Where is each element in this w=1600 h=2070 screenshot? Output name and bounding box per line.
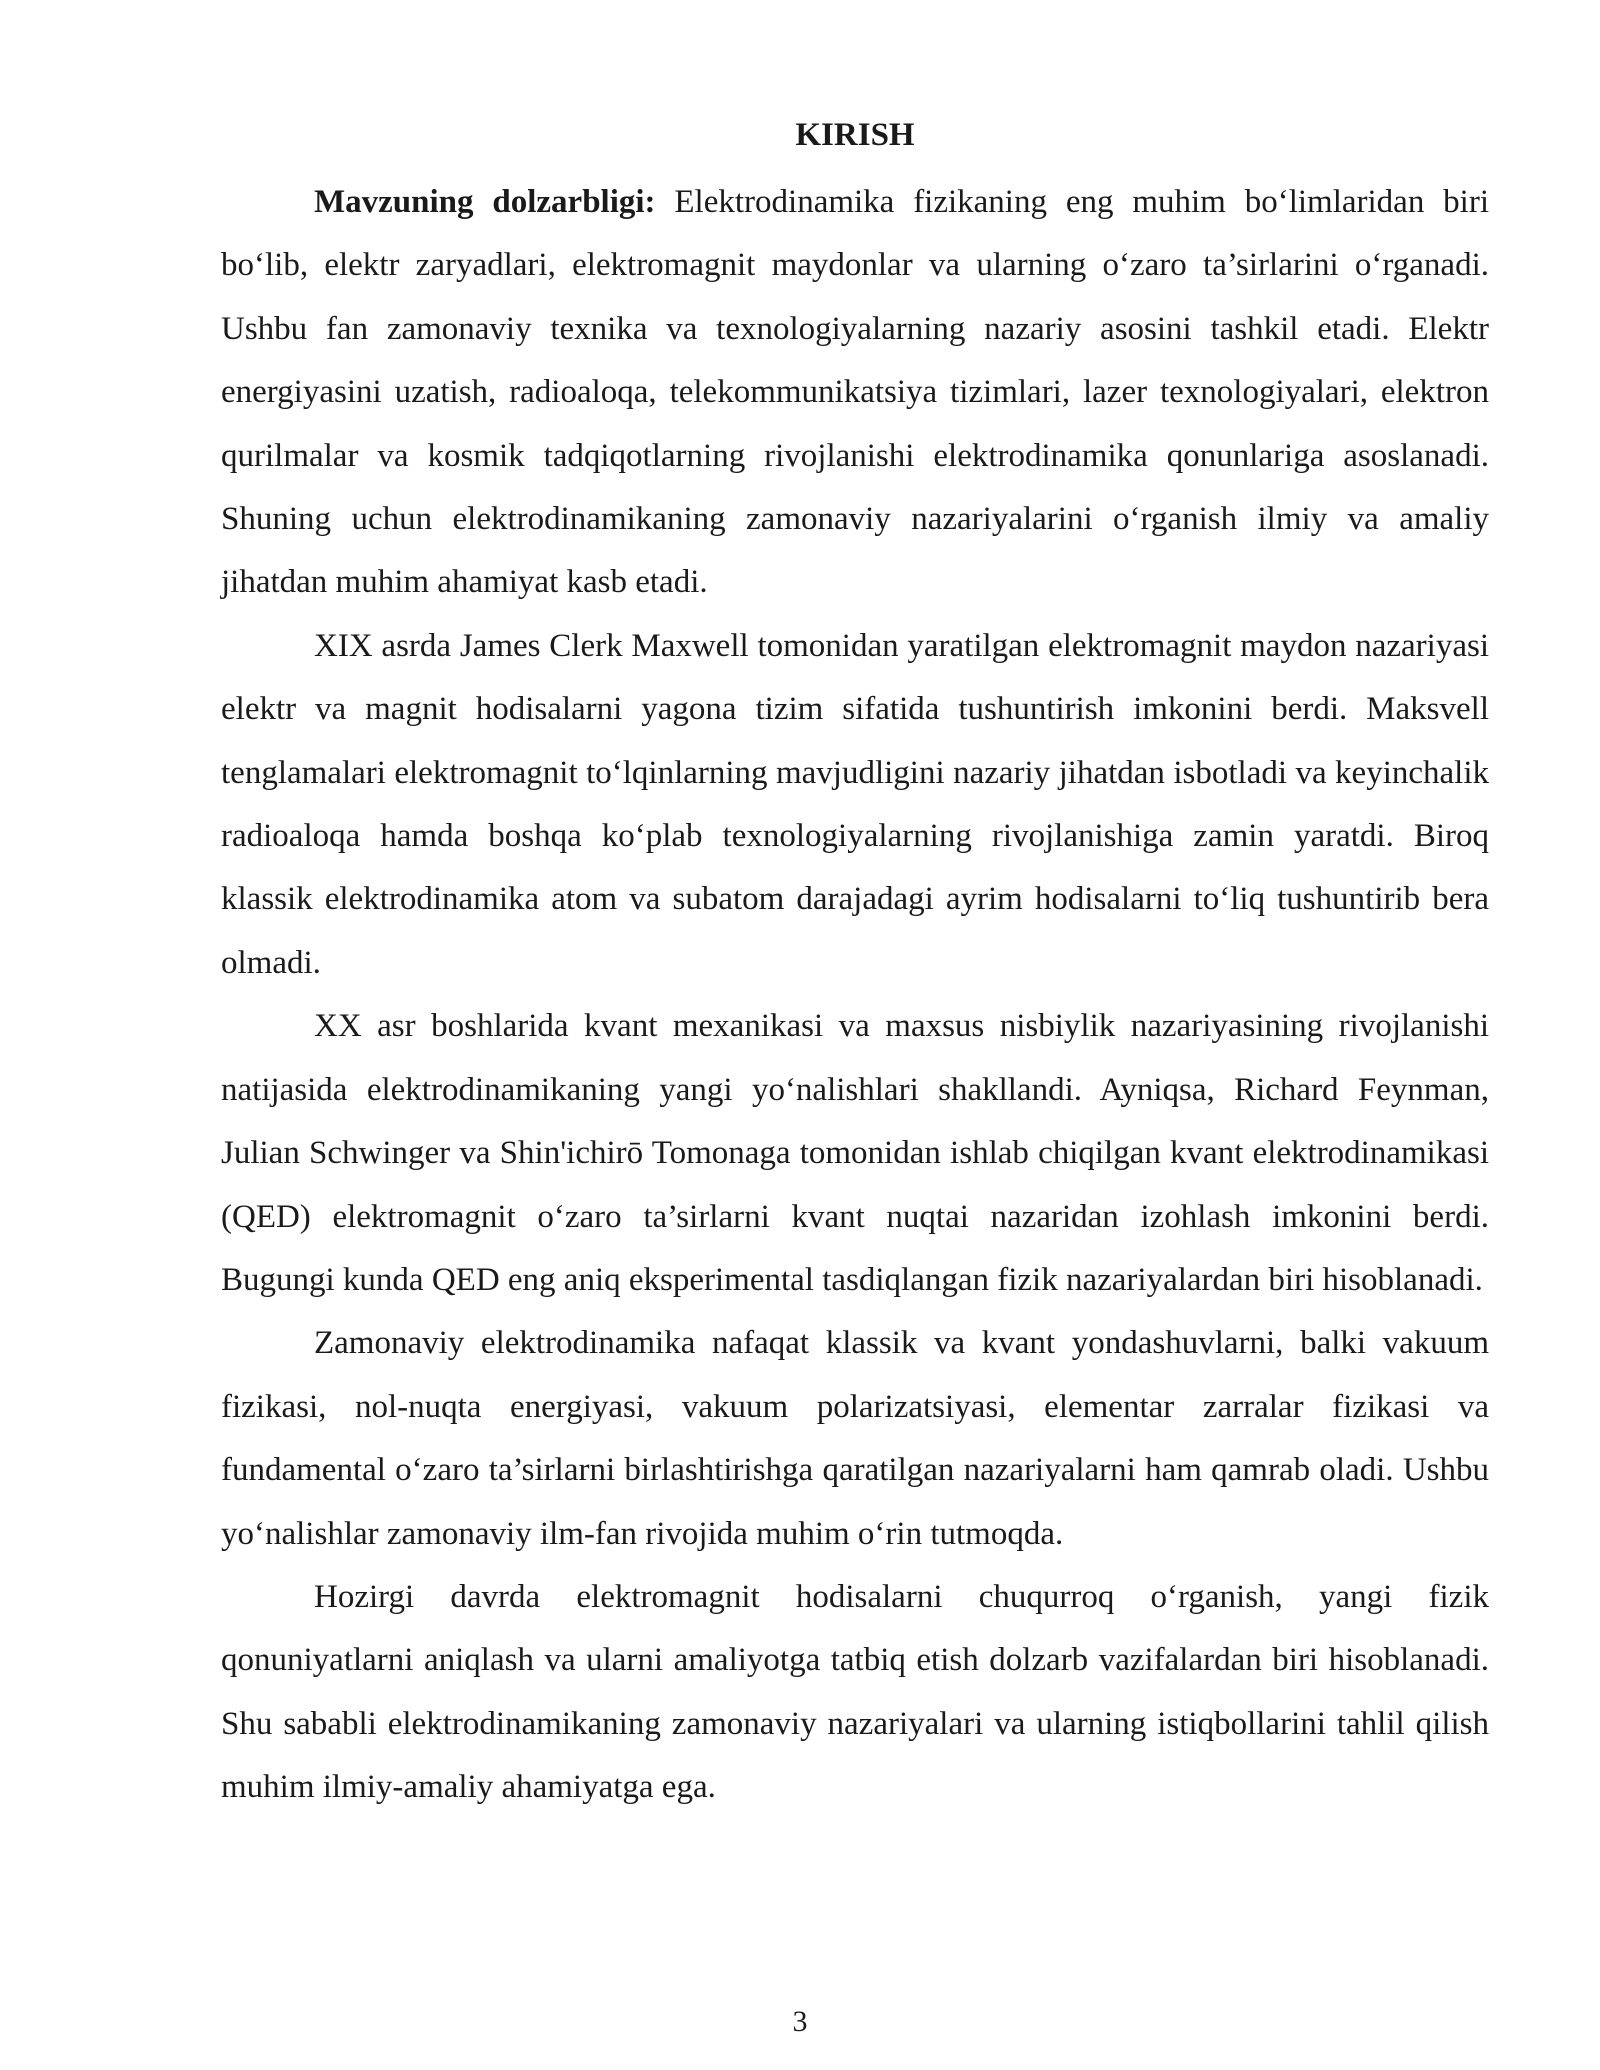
section-title: KIRISH <box>795 117 915 153</box>
paragraph-modern: Zamonaviy elektrodinamika nafaqat klassik va kvant yondashuvlarni, balki vakuum fizikasi, nol-nuqta energiyasi, vakuum polarizatsiyasi, elementar zarralar fizikasi va fundamental o‘zaro ta’sirlarni birlashtirishga qaratilgan nazariyalarni ham qamrab oladi. Ushbu yo‘nalishlar zamonaviy ilm-fan rivojida muhim o‘rin tutmoqda. <box>221 1325 1489 1552</box>
page-number: 3 <box>792 2005 808 2038</box>
paragraph-relevance <box>221 171 1489 615</box>
paragraph-maxwell: XIX asrda James Clerk Maxwell tomonidan yaratilgan elektromagnit maydon nazariyasi elektr va magnit hodisalarni yagona tizim sifatida tushuntirish imkonini berdi. Maksvell tenglamalari elektromagnit to‘lqinlarning mavjudligini nazariy jihatdan isbotladi va keyinchalik radioaloqa hamda boshqa ko‘plab texnologiyalarning rivojlanishiga zamin yaratdi. Biroq klassik elektrodinamika atom va subatom darajadagi ayrim hodisalarni to‘liq tushuntirib bera olmadi. <box>221 627 1489 981</box>
paragraph-text: Elektrodinamika fizikaning eng muhim bo‘limlaridan biri bo‘lib, elektr zaryadlari, elektromagnit maydonlar va ularning o‘zaro ta’sirlarini o‘rganadi. Ushbu fan zamonaviy texnika va texnologiyalarning nazariy asosini tashkil etadi. Elektr energiyasini uzatish, radioaloqa, telekommunikatsiya tizimlari, lazer texnologiyalari, elektron qurilmalar va kosmik tadqiqotlarning rivojlanishi elektrodinamika qonunlariga asoslanadi. Shuning uchun elektrodinamikaning zamonaviy nazariyalarini o‘rganish ilmiy va amaliy jihatdan muhim ahamiyat kasb etadi. <box>221 184 1490 601</box>
paragraph-qed: XX asr boshlarida kvant mexanikasi va maxsus nisbiylik nazariyasining rivojlanishi natijasida elektrodinamikaning yangi yo‘nalishlari shakllandi. Ayniqsa, Richard Feynman, Julian Schwinger va Shin'ichirō Tomonaga tomonidan ishlab chiqilgan kvant elektrodinamikasi (QED) elektromagnit o‘zaro ta’sirlarni kvant nuqtai nazaridan izohlash imkonini berdi. Bugungi kunda QED eng aniq eksperimental tasdiqlangan fizik nazariyalardan biri hisoblanadi. <box>221 1008 1489 1298</box>
paragraph-current: Hozirgi davrda elektromagnit hodisalarni chuqurroq o‘rganish, yangi fizik qonuniyatlarni aniqlash va ularni amaliyotga tatbiq etish dolzarb vazifalardan biri hisoblanadi. Shu sababli elektrodinamikaning zamonaviy nazariyalari va ularning istiqbollarini tahlil qilish muhim ilmiy-amaliy ahamiyatga ega. <box>221 1578 1489 1806</box>
paragraph-lead: Mavzuning dolzarbligi: <box>314 184 656 220</box>
document-page <box>221 108 1489 1820</box>
